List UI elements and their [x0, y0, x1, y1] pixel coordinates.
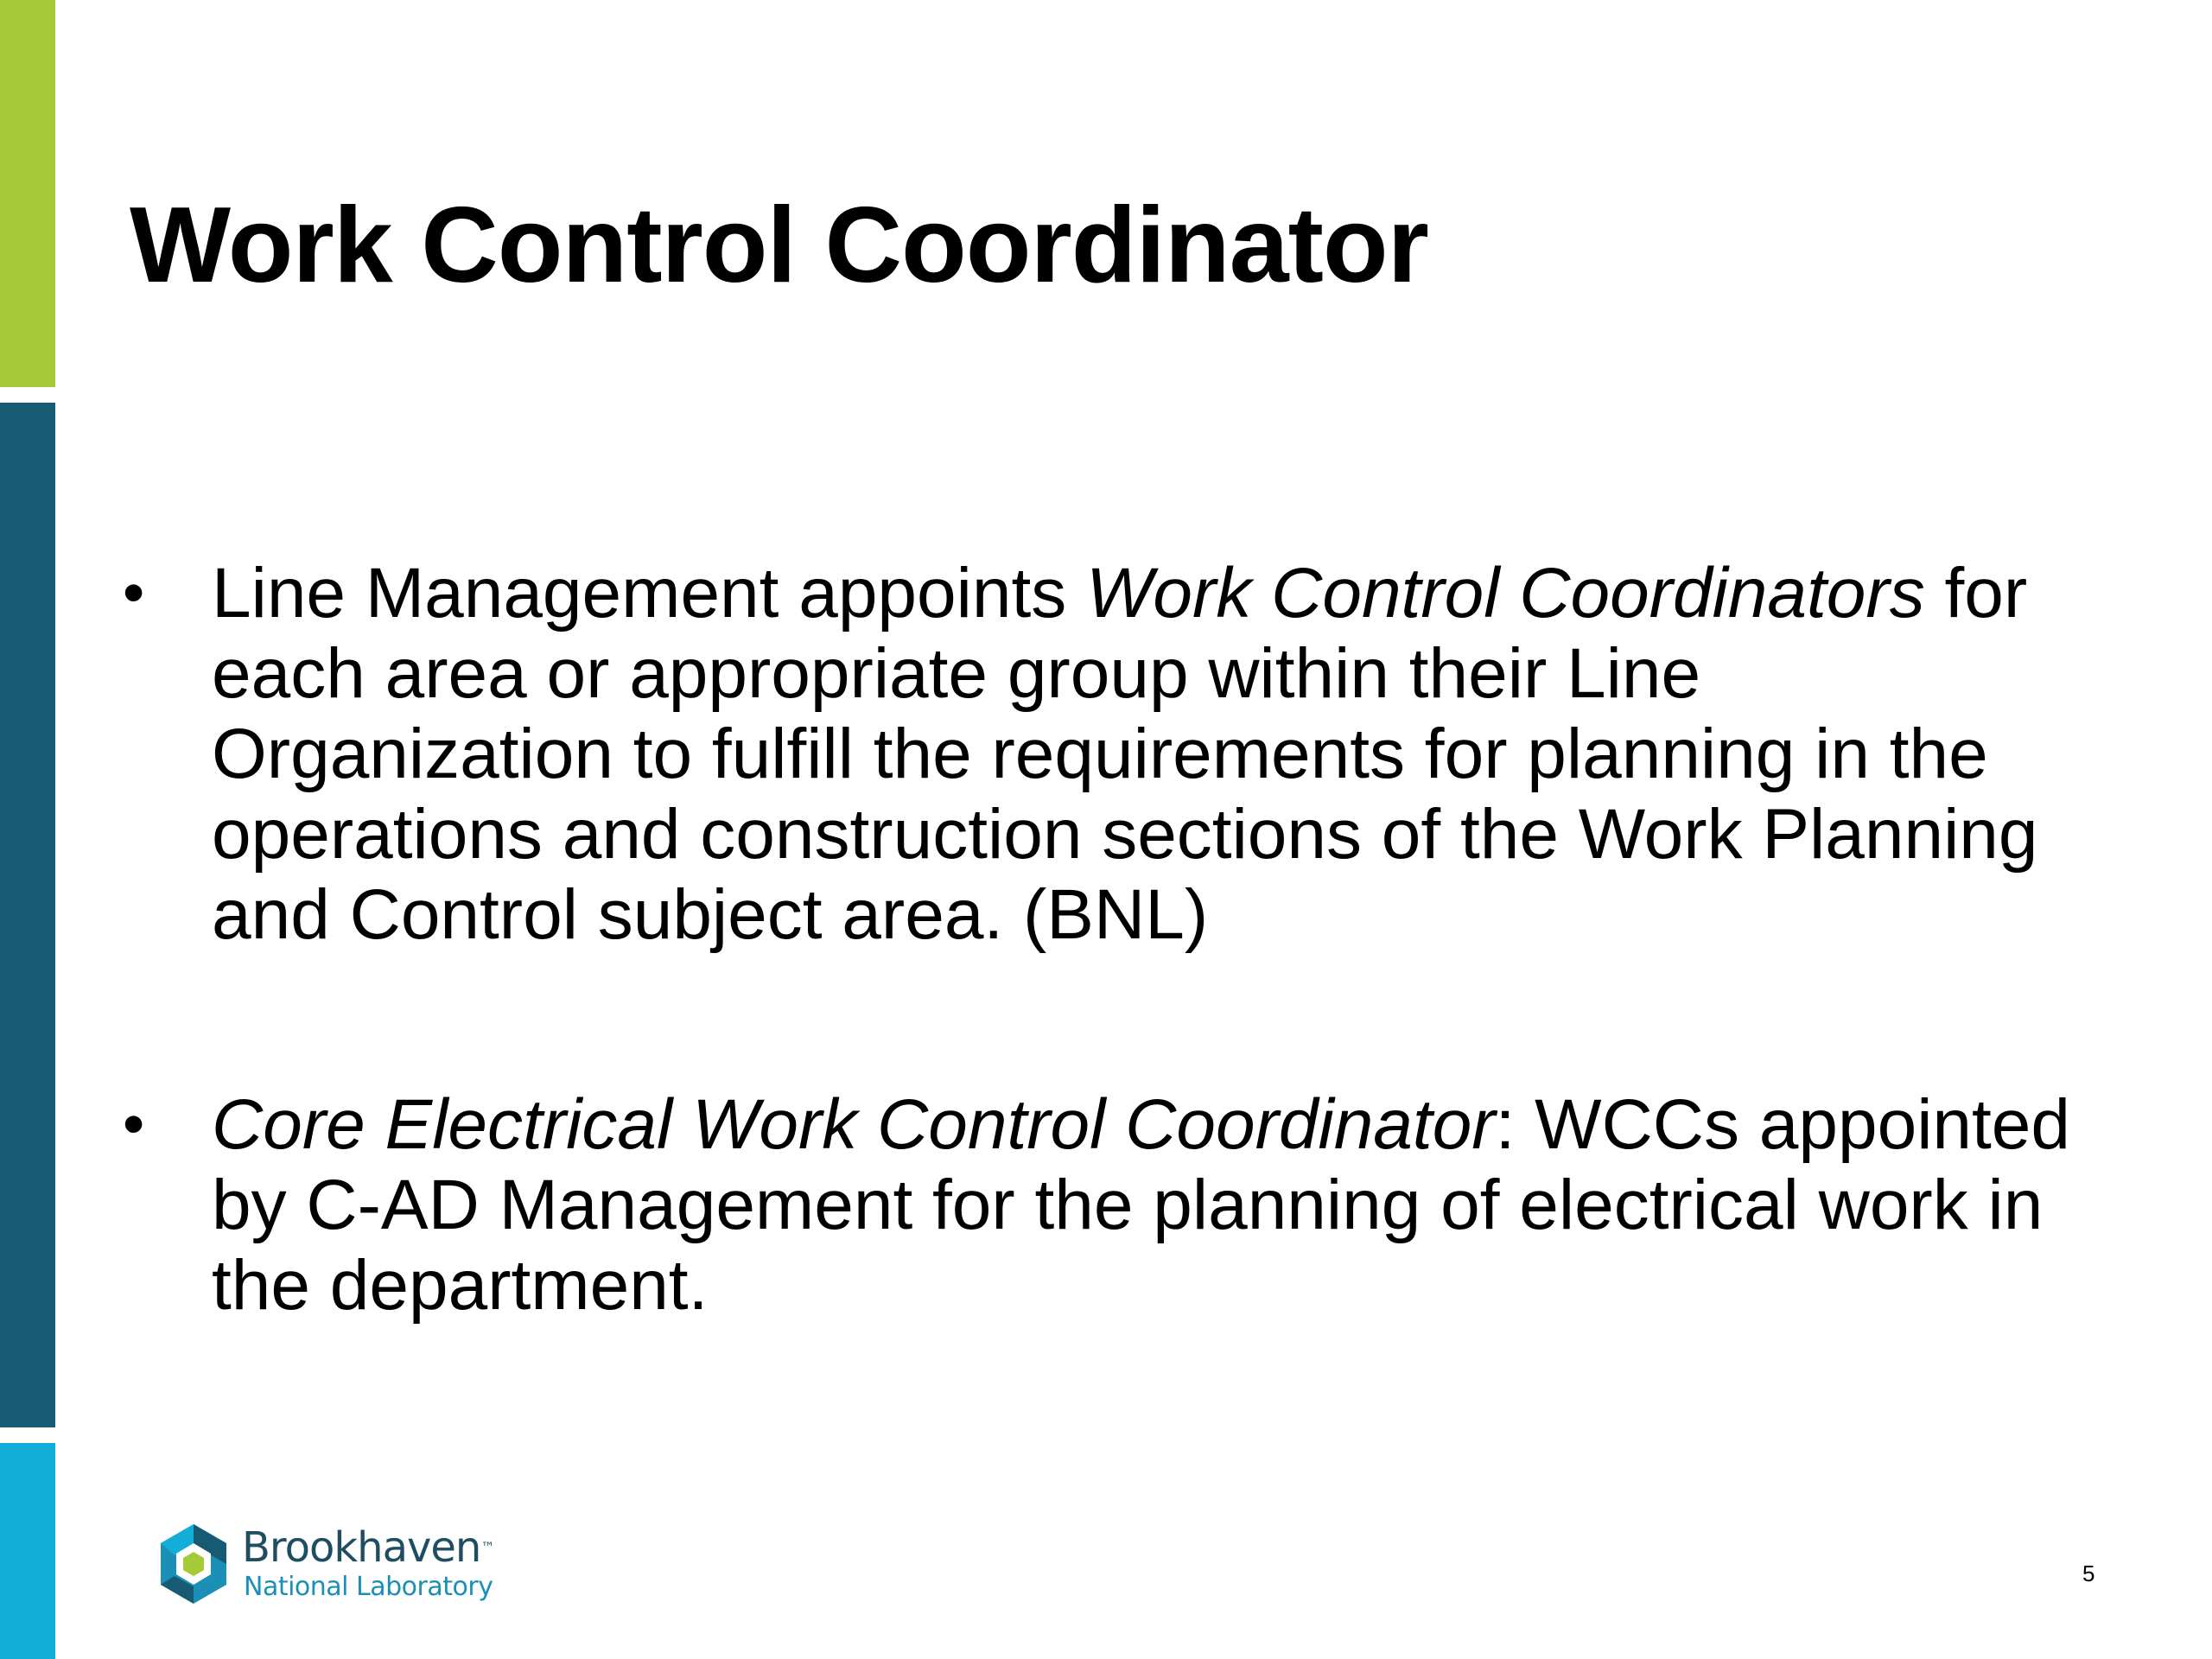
logo-name: Brookhaven™: [242, 1523, 494, 1572]
accent-bar-navy: [0, 403, 55, 1427]
bullet-text-pre: Line Management appoints: [212, 554, 1087, 632]
slide-title: Work Control Coordinator: [130, 186, 1428, 305]
bullet-text-italic: Work Control Coordinators: [1086, 554, 1925, 632]
brookhaven-logo: [156, 1521, 518, 1607]
accent-bar-green: [0, 0, 55, 387]
bullet-dot: •: [123, 558, 145, 627]
bullet-item: [123, 553, 2082, 955]
bullet-dot: •: [123, 1090, 145, 1159]
bullet-text-post: for each area or appropriate group within their Line Organization to fulfill the requirements for planning in the operations and construction sections of the Work Planning and Control subject area. (BNL): [212, 554, 2038, 954]
hexagon-logo-icon: [156, 1521, 232, 1607]
logo-subtitle: National Laboratory: [244, 1572, 493, 1602]
page-number: 5: [2082, 1560, 2095, 1586]
accent-bar-cyan: [0, 1443, 55, 1659]
bullet-list: [123, 553, 2082, 1455]
bullet-text-post: : WCCs appointed by C-AD Management for the planning of electrical work in the department.: [212, 1085, 2071, 1325]
bullet-text-italic: Core Electrical Work Control Coordinator: [212, 1085, 1496, 1164]
bullet-item: [123, 1084, 2082, 1325]
